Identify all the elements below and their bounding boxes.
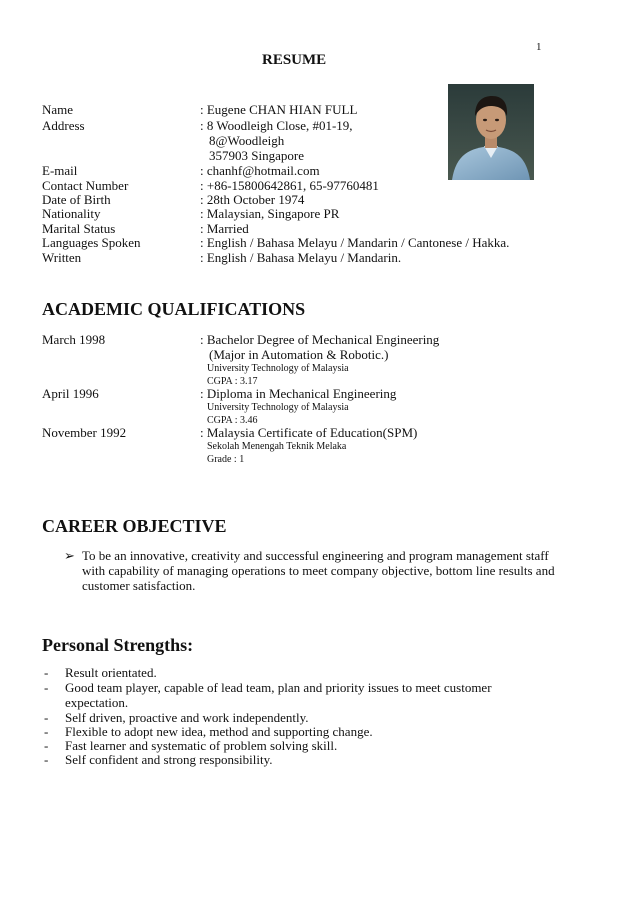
- academic-grade-3: Grade : 1: [207, 454, 245, 465]
- career-line-2: with capability of managing operations to meet company objective, bottom line results and: [82, 563, 555, 578]
- value-email: : chanhf@hotmail.com: [200, 163, 320, 178]
- label-address: Address: [42, 118, 85, 133]
- value-nationality: : Malaysian, Singapore PR: [200, 206, 340, 221]
- profile-photo: [448, 84, 534, 180]
- label-written: Written: [42, 250, 82, 265]
- value-address-line2: 8@Woodleigh: [209, 133, 285, 148]
- dash-bullet: -: [44, 665, 49, 680]
- value-written: : English / Bahasa Melayu / Mandarin.: [200, 250, 402, 265]
- label-marital-status: Marital Status: [42, 221, 116, 236]
- strength-item-3: Self driven, proactive and work independently.: [65, 710, 309, 725]
- dash-bullet: -: [44, 752, 49, 767]
- arrow-bullet-icon: ➢: [64, 548, 75, 563]
- career-line-1: To be an innovative, creativity and successful engineering and program management staff: [82, 548, 549, 563]
- academic-heading: ACADEMIC QUALIFICATIONS: [42, 299, 306, 319]
- dash-bullet: -: [44, 680, 49, 695]
- academic-title-1: : Bachelor Degree of Mechanical Engineering: [200, 332, 440, 347]
- label-name: Name: [42, 102, 74, 117]
- career-heading: CAREER OBJECTIVE: [42, 516, 227, 536]
- academic-school-2: University Technology of Malaysia: [207, 402, 349, 413]
- strength-item-2: Good team player, capable of lead team, plan and priority issues to meet customer: [65, 680, 492, 695]
- academic-major-1: (Major in Automation & Robotic.): [209, 347, 389, 362]
- label-nationality: Nationality: [42, 206, 101, 221]
- value-contact-number: : +86-15800642861, 65-97760481: [200, 178, 379, 193]
- value-address-line3: 357903 Singapore: [209, 148, 304, 163]
- value-name: : Eugene CHAN HIAN FULL: [200, 102, 358, 117]
- strengths-heading: Personal Strengths:: [42, 635, 194, 655]
- academic-date-2: April 1996: [42, 386, 99, 401]
- resume-title: RESUME: [262, 52, 327, 68]
- dash-bullet: -: [44, 710, 49, 725]
- page-number: 1: [536, 41, 542, 53]
- strength-item-4: Flexible to adopt new idea, method and supporting change.: [65, 724, 373, 739]
- value-address-line1: : 8 Woodleigh Close, #01-19,: [200, 118, 353, 133]
- academic-school-3: Sekolah Menengah Teknik Melaka: [207, 441, 347, 452]
- academic-school-1: University Technology of Malaysia: [207, 363, 349, 374]
- value-date-of-birth: : 28th October 1974: [200, 192, 305, 207]
- value-marital-status: : Married: [200, 221, 249, 236]
- strength-item-6: Self confident and strong responsibility.: [65, 752, 273, 767]
- label-languages-spoken: Languages Spoken: [42, 235, 141, 250]
- strength-item-5: Fast learner and systematic of problem solving skill.: [65, 738, 338, 753]
- academic-date-3: November 1992: [42, 425, 127, 440]
- strength-item-1: Result orientated.: [65, 665, 157, 680]
- value-languages-spoken: : English / Bahasa Melayu / Mandarin / Cantonese / Hakka.: [200, 235, 510, 250]
- dash-bullet: -: [44, 738, 49, 753]
- label-contact-number: Contact Number: [42, 178, 129, 193]
- label-date-of-birth: Date of Birth: [42, 192, 111, 207]
- academic-grade-2: CGPA : 3.46: [207, 415, 258, 426]
- academic-grade-1: CGPA : 3.17: [207, 376, 258, 387]
- career-line-3: customer satisfaction.: [82, 578, 196, 593]
- academic-title-2: : Diploma in Mechanical Engineering: [200, 386, 397, 401]
- strength-item-2-cont: expectation.: [65, 695, 129, 710]
- label-email: E-mail: [42, 163, 78, 178]
- dash-bullet: -: [44, 724, 49, 739]
- academic-title-3: : Malaysia Certificate of Education(SPM): [200, 425, 418, 440]
- academic-date-1: March 1998: [42, 332, 106, 347]
